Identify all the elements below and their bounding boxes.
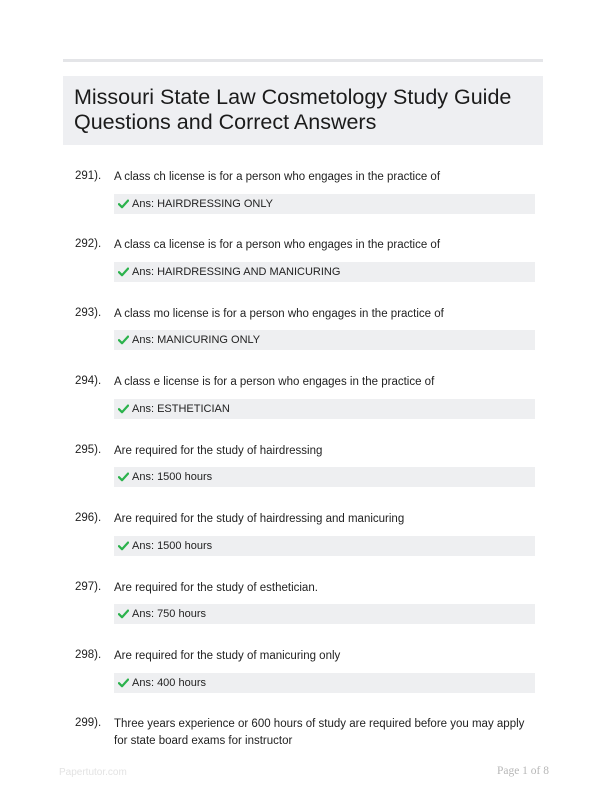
answer-text: Ans: HAIRDRESSING ONLY <box>132 198 273 210</box>
check-icon <box>118 609 129 619</box>
answer-text: Ans: 750 hours <box>132 608 206 620</box>
answer-box <box>114 467 535 487</box>
question-text: A class e license is for a person who engages in the practice of <box>114 376 435 388</box>
answer-text: Ans: 1500 hours <box>132 540 213 552</box>
answer-text: Ans: 1500 hours <box>132 471 213 483</box>
answer-box <box>114 330 535 350</box>
question-number: 292). <box>75 238 102 250</box>
question-text: A class ch license is for a person who engages in the practice of <box>114 171 441 183</box>
question-number: 297). <box>75 581 102 593</box>
question-text: Are required for the study of esthetician. <box>114 582 318 594</box>
check-icon <box>118 541 129 551</box>
question-number: 295). <box>75 444 102 456</box>
question-text: Three years experience or 600 hours of study are required before you may apply for state board exams for instructor <box>114 718 525 747</box>
answer-text: Ans: HAIRDRESSING AND MANICURING <box>132 266 341 278</box>
question-text: Are required for the study of hairdressing <box>114 445 323 457</box>
check-icon <box>118 199 129 209</box>
question-number: 299). <box>75 717 102 729</box>
check-icon <box>118 335 129 345</box>
answer-box <box>114 604 535 624</box>
question-number: 296). <box>75 512 102 524</box>
check-icon <box>118 404 129 414</box>
answer-box <box>114 536 535 556</box>
check-icon <box>118 472 129 482</box>
answer-text: Ans: 400 hours <box>132 677 206 689</box>
answer-text: Ans: MANICURING ONLY <box>132 334 261 346</box>
question-text: Are required for the study of hairdressing and manicuring <box>114 513 405 525</box>
answer-text: Ans: ESTHETICIAN <box>132 403 230 415</box>
question-text: A class mo license is for a person who engages in the practice of <box>114 308 444 320</box>
answer-box <box>114 194 535 214</box>
question-text: Are required for the study of manicuring only <box>114 650 341 662</box>
document-title-line-1: Missouri State Law Cosmetology Study Guide <box>74 85 512 109</box>
answer-box <box>114 673 535 693</box>
answer-box <box>114 262 535 282</box>
question-text: A class ca license is for a person who engages in the practice of <box>114 239 441 251</box>
question-number: 294). <box>75 375 102 387</box>
footer-watermark: Papertutor.com <box>59 767 127 778</box>
question-number: 293). <box>75 307 102 319</box>
question-number: 291). <box>75 170 102 182</box>
document-title-line-2: Questions and Correct Answers <box>74 110 377 134</box>
check-icon <box>118 267 129 277</box>
question-number: 298). <box>75 649 102 661</box>
answer-box <box>114 399 535 419</box>
check-icon <box>118 678 129 688</box>
page-number: Page 1 of 8 <box>496 765 549 777</box>
